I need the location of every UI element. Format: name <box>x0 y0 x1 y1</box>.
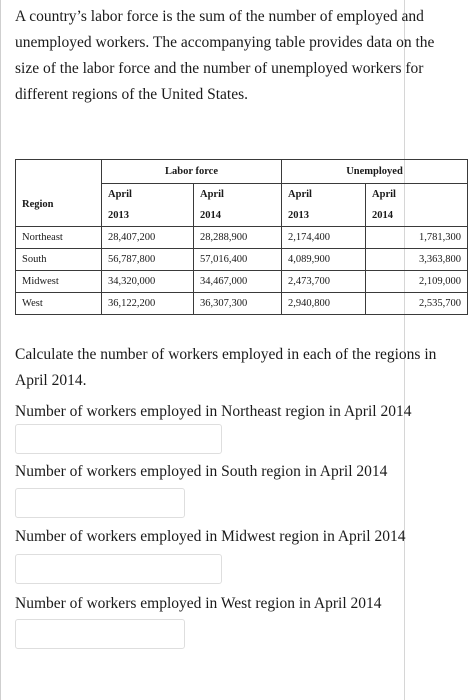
region-cell: West <box>16 293 102 315</box>
labor-force-header: Labor force <box>102 160 282 184</box>
un-2014-year: 2014 <box>372 210 394 221</box>
labor-force-2013-cell: 28,407,200 <box>102 227 194 249</box>
table-sub-header-row <box>16 184 468 227</box>
labor-table-container <box>15 159 462 315</box>
unemployed-2013-cell: 2,174,400 <box>282 227 366 249</box>
un-2013-year: 2013 <box>288 210 310 221</box>
table-group-header-row <box>16 160 468 184</box>
labor-force-2014-cell: 34,467,000 <box>194 271 282 293</box>
northeast-answer-input[interactable] <box>15 424 222 454</box>
question-text: Calculate the number of workers employed in each of the regions in April 2014. <box>15 346 437 389</box>
midwest-answer-input[interactable] <box>15 554 222 584</box>
labor-table <box>15 159 468 315</box>
midwest-prompt: Number of workers employed in Midwest region in April 2014 <box>15 528 406 545</box>
northeast-prompt: Number of workers employed in Northeast region in April 2014 <box>15 403 412 420</box>
labor-force-2013-cell: 34,320,000 <box>102 271 194 293</box>
unemployed-header: Unemployed <box>282 160 468 184</box>
table-row <box>16 227 468 249</box>
unemployed-2014-cell: 2,535,700 <box>366 293 468 315</box>
un-2013-month: April <box>288 189 312 200</box>
unemployed-2013-cell: 2,940,800 <box>282 293 366 315</box>
unemployed-2013-cell: 4,089,900 <box>282 249 366 271</box>
region-cell: South <box>16 249 102 271</box>
table-row <box>16 293 468 315</box>
lf-2013-month: April <box>108 189 132 200</box>
unemployed-2013-cell: 2,473,700 <box>282 271 366 293</box>
west-prompt: Number of workers employed in West region in April 2014 <box>15 595 382 612</box>
lf-2013-year: 2013 <box>108 210 129 221</box>
lf-2014-header <box>194 184 282 227</box>
labor-force-2014-cell: 28,288,900 <box>194 227 282 249</box>
unemployed-2014-cell: 2,109,000 <box>366 271 468 293</box>
lf-2014-month: April <box>200 189 224 200</box>
labor-force-2013-cell: 36,122,200 <box>102 293 194 315</box>
table-row <box>16 271 468 293</box>
intro-paragraph: A country’s labor force is the sum of the number of employed and unemployed workers. The accompanying table provides data on the size of the labor force and the number of unemployed workers for different regions of the United States. <box>15 8 435 103</box>
region-cell: Midwest <box>16 271 102 293</box>
lf-2014-year: 2014 <box>200 210 221 221</box>
south-prompt: Number of workers employed in South region in April 2014 <box>15 463 388 480</box>
labor-force-2013-cell: 56,787,800 <box>102 249 194 271</box>
un-2014-month: April <box>372 189 396 200</box>
region-cell: Northeast <box>16 227 102 249</box>
left-border <box>0 0 1 700</box>
south-answer-input[interactable] <box>15 488 185 518</box>
region-header: Region <box>16 184 102 227</box>
un-2013-header <box>282 184 366 227</box>
west-answer-input[interactable] <box>15 619 185 649</box>
unemployed-2014-cell: 1,781,300 <box>366 227 468 249</box>
labor-force-2014-cell: 36,307,300 <box>194 293 282 315</box>
unemployed-2014-cell: 3,363,800 <box>366 249 468 271</box>
table-row <box>16 249 468 271</box>
region-header-top <box>16 160 102 184</box>
un-2014-header <box>366 184 468 227</box>
labor-force-2014-cell: 57,016,400 <box>194 249 282 271</box>
lf-2013-header <box>102 184 194 227</box>
